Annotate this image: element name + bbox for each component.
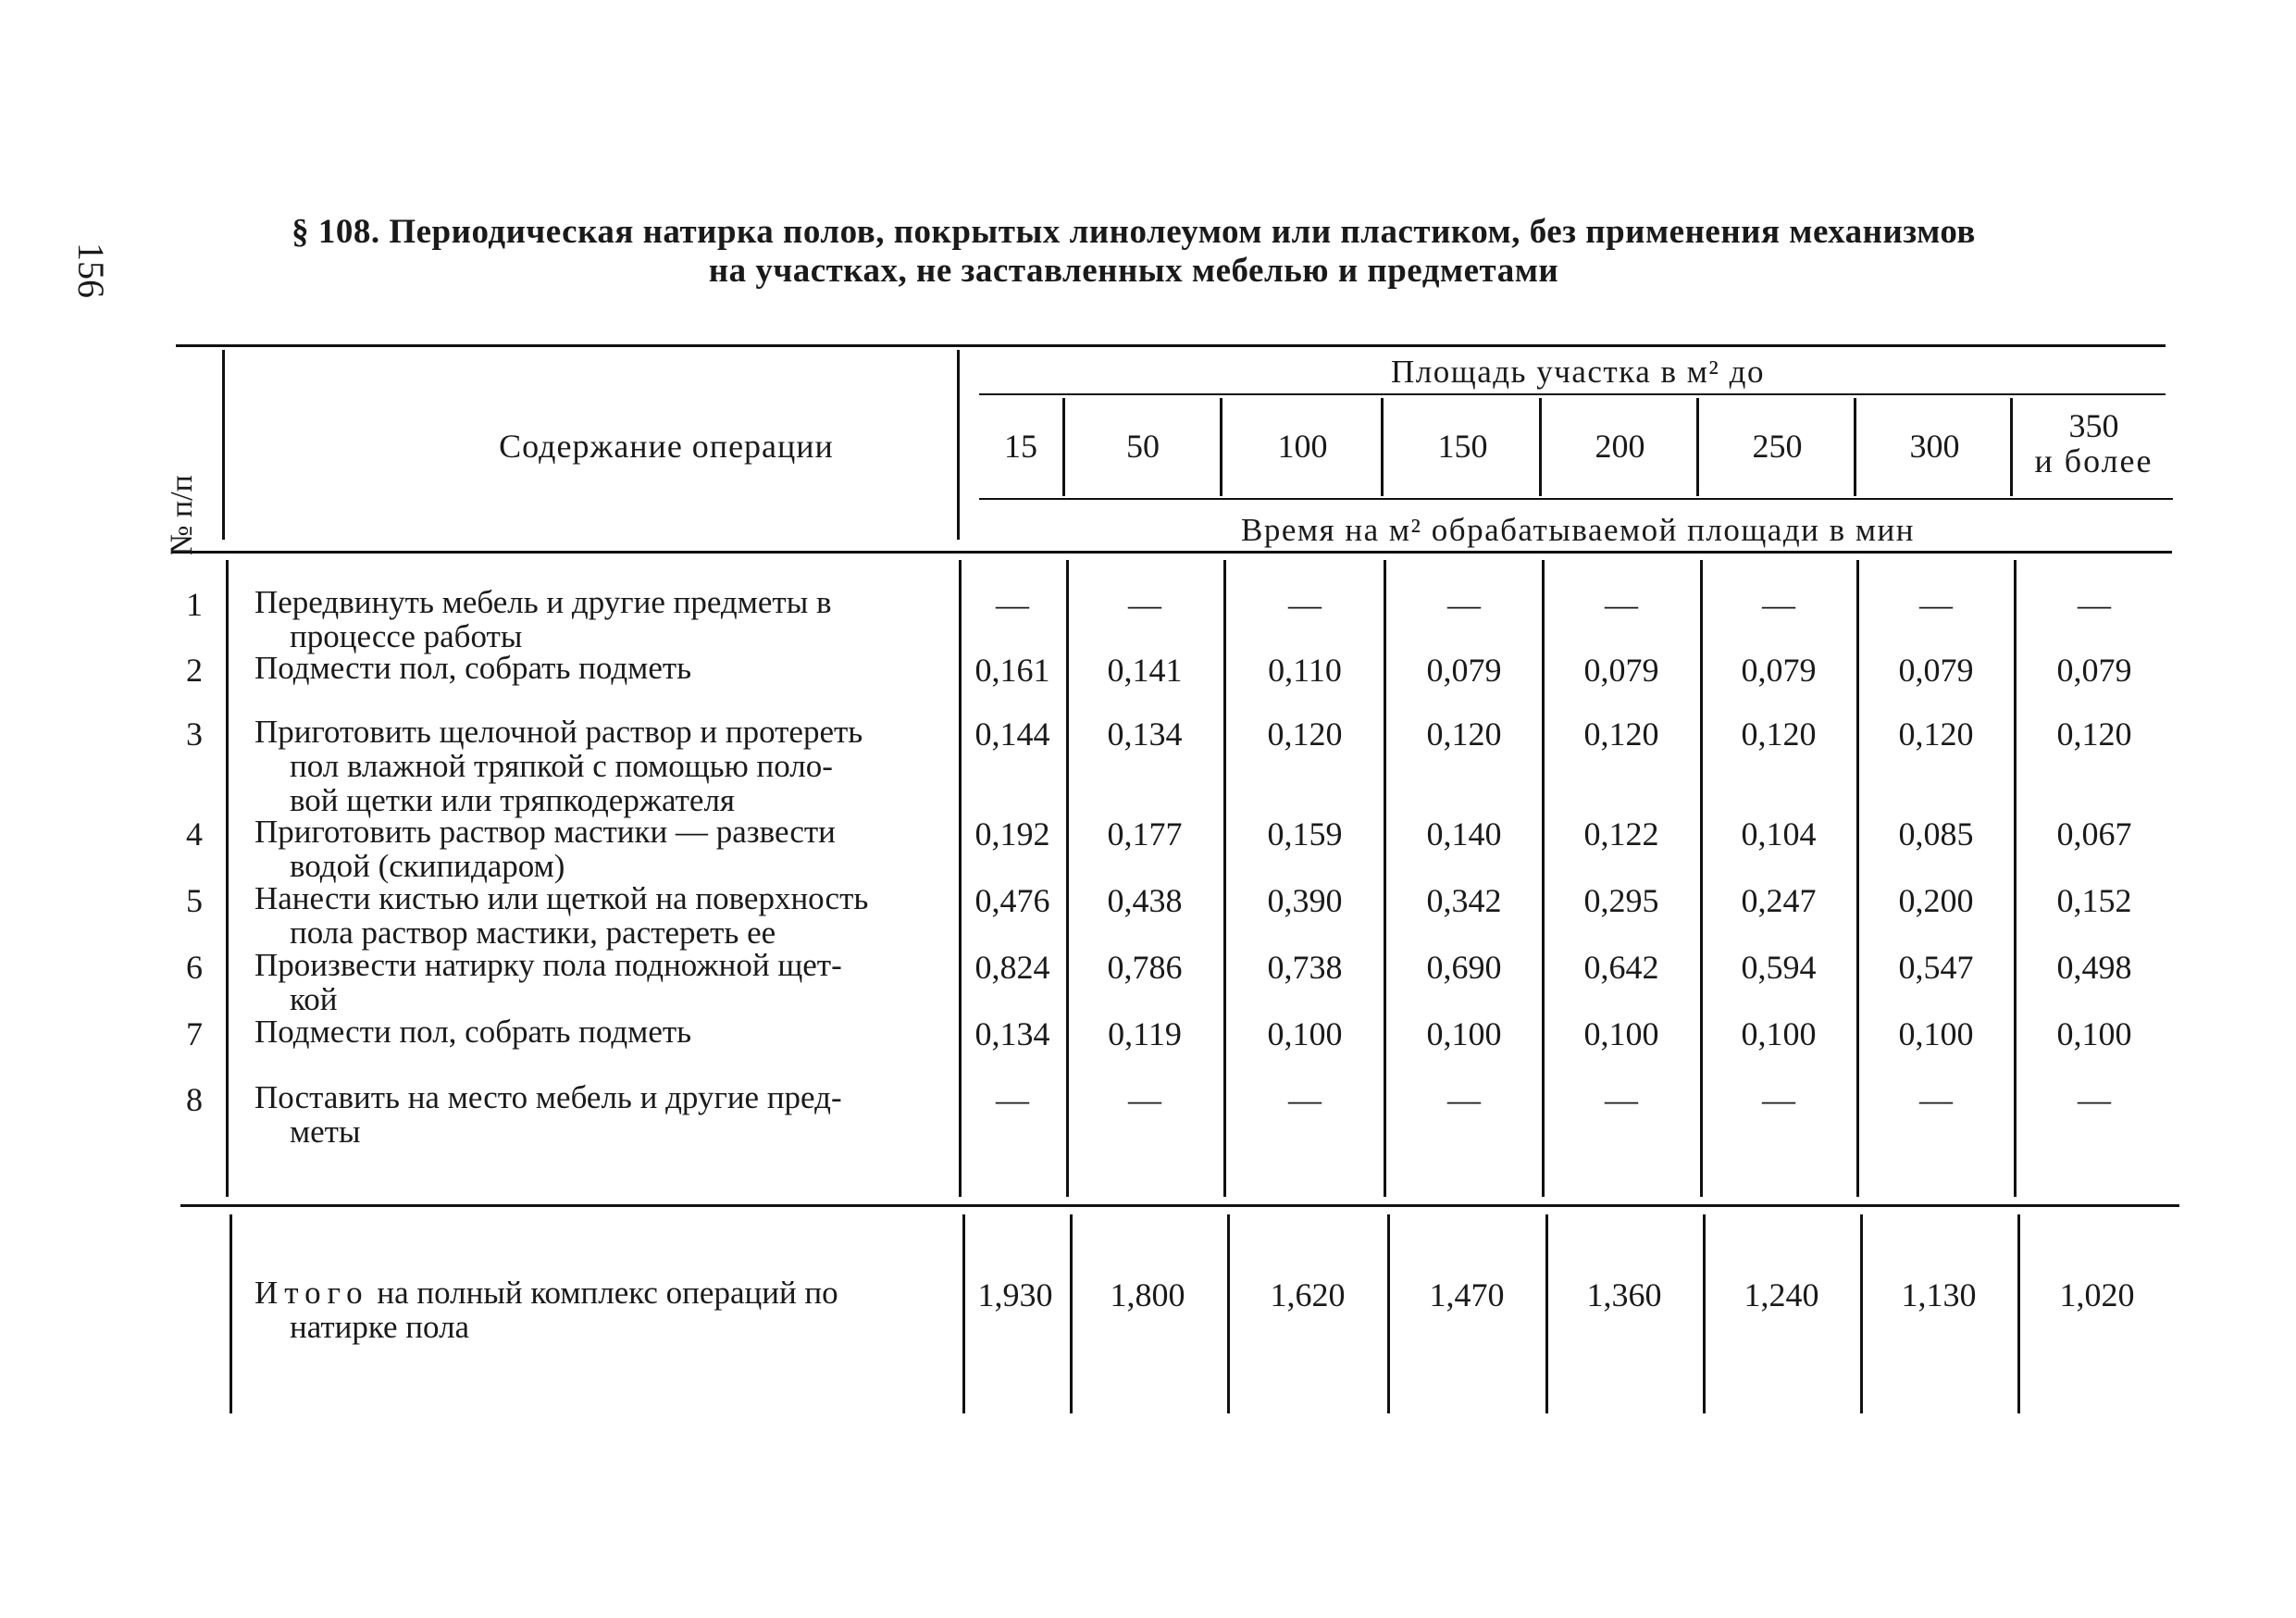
total-cell: 1,240: [1744, 1276, 1819, 1313]
table-cell: 0,690: [1426, 949, 1502, 986]
rule-top: [176, 344, 2166, 347]
operation-line: Нанести кистью или щеткой на поверхность: [254, 880, 869, 916]
operation-line: меты: [290, 1114, 361, 1150]
table-cell: 0,498: [2056, 949, 2132, 986]
operation-line: Передвинуть мебель и другие предметы в: [254, 584, 832, 620]
row-number: 3: [186, 716, 203, 753]
operation-line: Подмести пол, собрать подметь: [254, 1014, 692, 1050]
row-number: 6: [186, 949, 203, 986]
table-cell: 0,120: [1426, 716, 1502, 753]
vline-nn-body: [226, 560, 229, 1197]
rule-area: [979, 393, 2166, 395]
size-header-350-line1: 350: [2068, 407, 2119, 444]
total-cell: 1,130: [1901, 1276, 1977, 1313]
table-cell: 0,085: [1898, 815, 1974, 853]
table-cell: —: [2078, 586, 2111, 623]
table-cell: —: [1605, 586, 1638, 623]
table-cell: 0,140: [1426, 815, 1502, 853]
table-cell: —: [1919, 1081, 1953, 1118]
table-cell: —: [1762, 1081, 1795, 1118]
table-cell: 0,134: [1107, 716, 1183, 753]
size-header-350: [2017, 408, 2170, 479]
table-cell: 0,824: [974, 949, 1050, 986]
operation-line: Приготовить щелочной раствор и протереть: [254, 714, 863, 750]
vline-nn-header: [222, 350, 225, 540]
rule-total: [180, 1204, 2179, 1207]
row-number: 5: [186, 882, 203, 919]
vline-col-5: [1700, 560, 1703, 1197]
vline-size-5h: [1696, 398, 1699, 496]
vline-col-7: [2014, 560, 2017, 1197]
table-cell: 0,100: [1741, 1015, 1817, 1052]
vline-nn-total: [230, 1214, 232, 1413]
table-cell: 0,104: [1741, 815, 1817, 853]
operation-line: Поставить на место мебель и другие пред-: [254, 1079, 842, 1115]
size-header-50: 50: [1126, 428, 1160, 465]
table-cell: 0,390: [1267, 882, 1343, 919]
total-label: [254, 1276, 953, 1344]
row-number: 4: [186, 815, 203, 853]
table-cell: 0,200: [1898, 882, 1974, 919]
table-cell: 0,122: [1583, 815, 1659, 853]
vline-size-1h: [1062, 398, 1065, 496]
table-cell: —: [1447, 586, 1481, 623]
table-cell: 0,100: [1426, 1015, 1502, 1052]
size-header-250: 250: [1752, 428, 1803, 465]
table-cell: —: [1605, 1081, 1638, 1118]
table-cell: —: [2078, 1081, 2111, 1118]
table-cell: 0,438: [1107, 882, 1183, 919]
table-cell: 0,594: [1741, 949, 1817, 986]
vline-size-2h: [1220, 398, 1222, 496]
row-number: 2: [186, 652, 203, 689]
total-label-rest: на полный комплекс операций по: [377, 1275, 838, 1311]
vline-size-4h: [1539, 398, 1542, 496]
size-header-150: 150: [1437, 428, 1488, 465]
table-cell: 0,152: [2056, 882, 2132, 919]
table-cell: 0,079: [1426, 652, 1502, 689]
row-number: 8: [186, 1081, 203, 1118]
table-cell: 0,079: [1898, 652, 1974, 689]
table-cell: 0,177: [1107, 815, 1183, 853]
table-cell: 0,067: [2056, 815, 2132, 853]
table-cell: —: [1128, 586, 1161, 623]
col-num-header: № п/п: [165, 475, 199, 555]
table-cell: 0,100: [2056, 1015, 2132, 1052]
total-cell: 1,930: [977, 1276, 1053, 1313]
row-number: 1: [186, 586, 203, 623]
size-header-300: 300: [1909, 428, 1960, 465]
table-cell: 0,100: [1267, 1015, 1343, 1052]
table-cell: 0,120: [1741, 716, 1817, 753]
table-cell: —: [1447, 1081, 1481, 1118]
area-header: Площадь участка в м² до: [1391, 354, 1765, 390]
table-cell: 0,161: [974, 652, 1050, 689]
operation-line: Произвести натирку пола подножной щет-: [254, 947, 842, 983]
page-number: 156: [70, 243, 112, 298]
rule-sizes: [979, 498, 2173, 500]
time-header: Время на м² обрабатываемой площади в мин: [1241, 512, 1915, 548]
table-cell: —: [1762, 586, 1795, 623]
vline-col-4: [1542, 560, 1545, 1197]
table-cell: 0,120: [1267, 716, 1343, 753]
size-header-200: 200: [1595, 428, 1645, 465]
table-cell: 0,119: [1108, 1015, 1182, 1052]
vline-total-4: [1545, 1214, 1548, 1413]
table-cell: 0,120: [1583, 716, 1659, 753]
vline-col-2: [1223, 560, 1226, 1197]
table-cell: 0,079: [1741, 652, 1817, 689]
table-cell: 0,476: [974, 882, 1050, 919]
table-cell: —: [1919, 586, 1953, 623]
total-cell: 1,360: [1586, 1276, 1662, 1313]
table-cell: 0,547: [1898, 949, 1974, 986]
total-cell: 1,620: [1270, 1276, 1346, 1313]
table-cell: —: [996, 1081, 1029, 1118]
table-cell: 0,110: [1268, 652, 1342, 689]
operation-line: Подмести пол, собрать подметь: [254, 650, 692, 686]
table-cell: —: [1288, 1081, 1322, 1118]
table-cell: —: [1128, 1081, 1161, 1118]
total-cell: 1,020: [2059, 1276, 2135, 1313]
operation-line: пола раствор мастики, растереть ее: [290, 915, 776, 951]
operation-text: [254, 1080, 953, 1149]
total-label-word: Итого: [254, 1275, 369, 1311]
vline-total-6: [1860, 1214, 1863, 1413]
operation-text: [254, 815, 953, 883]
operation-line: процессе работы: [290, 618, 523, 654]
table-cell: 0,134: [974, 1015, 1050, 1052]
table-cell: 0,738: [1267, 949, 1343, 986]
operation-text: [254, 1014, 953, 1049]
table-cell: 0,342: [1426, 882, 1502, 919]
operation-line: пол влажной тряпкой с помощью поло-: [290, 748, 833, 784]
vline-total-3: [1387, 1214, 1390, 1413]
operation-text: [254, 651, 953, 685]
table-cell: 0,192: [974, 815, 1050, 853]
table-cell: 0,159: [1267, 815, 1343, 853]
operation-line: Приготовить раствор мастики — развести: [254, 814, 836, 850]
operation-text: [254, 715, 953, 817]
table-cell: 0,079: [2056, 652, 2132, 689]
table-cell: 0,247: [1741, 882, 1817, 919]
size-header-350-line2: и более: [2034, 442, 2153, 479]
operation-text: [254, 881, 953, 950]
operation-line: водой (скипидаром): [290, 848, 565, 884]
operation-line: кой: [290, 981, 338, 1017]
vline-total-2: [1227, 1214, 1230, 1413]
operation-text: [254, 585, 953, 653]
table-cell: 0,079: [1583, 652, 1659, 689]
rule-header-bottom: [171, 551, 2172, 554]
size-header-100: 100: [1277, 428, 1328, 465]
table-cell: —: [996, 586, 1029, 623]
table-cell: 0,120: [2056, 716, 2132, 753]
table-cell: 0,786: [1107, 949, 1183, 986]
table-cell: 0,144: [974, 716, 1050, 753]
total-cell: 1,800: [1110, 1276, 1185, 1313]
total-cell: 1,470: [1429, 1276, 1505, 1313]
col-operation-header: Содержание операции: [499, 428, 834, 465]
vline-total-7: [2017, 1214, 2020, 1413]
vline-col-6: [1856, 560, 1859, 1197]
operation-text: [254, 948, 953, 1016]
table-cell: 0,642: [1583, 949, 1659, 986]
vline-size-3h: [1381, 398, 1384, 496]
operation-line: вой щетки или тряпкодержателя: [290, 782, 736, 818]
table-cell: 0,295: [1583, 882, 1659, 919]
table-cell: 0,100: [1583, 1015, 1659, 1052]
table-cell: 0,100: [1898, 1015, 1974, 1052]
vline-col-3: [1384, 560, 1386, 1197]
total-label-line2: натирке пола: [290, 1309, 470, 1345]
vline-size-6h: [1854, 398, 1856, 496]
table-cell: —: [1288, 586, 1322, 623]
size-header-15: 15: [1004, 428, 1037, 465]
title-line-1: § 108. Периодическая натирка полов, покрытых линолеумом или пластиком, без применения механизмов: [292, 213, 1976, 251]
table-cell: 0,141: [1107, 652, 1183, 689]
row-number: 7: [186, 1015, 203, 1052]
title-line-2: на участках, не заставленных мебелью и предметами: [708, 252, 1559, 290]
table-cell: 0,120: [1898, 716, 1974, 753]
vline-total-5: [1703, 1214, 1706, 1413]
